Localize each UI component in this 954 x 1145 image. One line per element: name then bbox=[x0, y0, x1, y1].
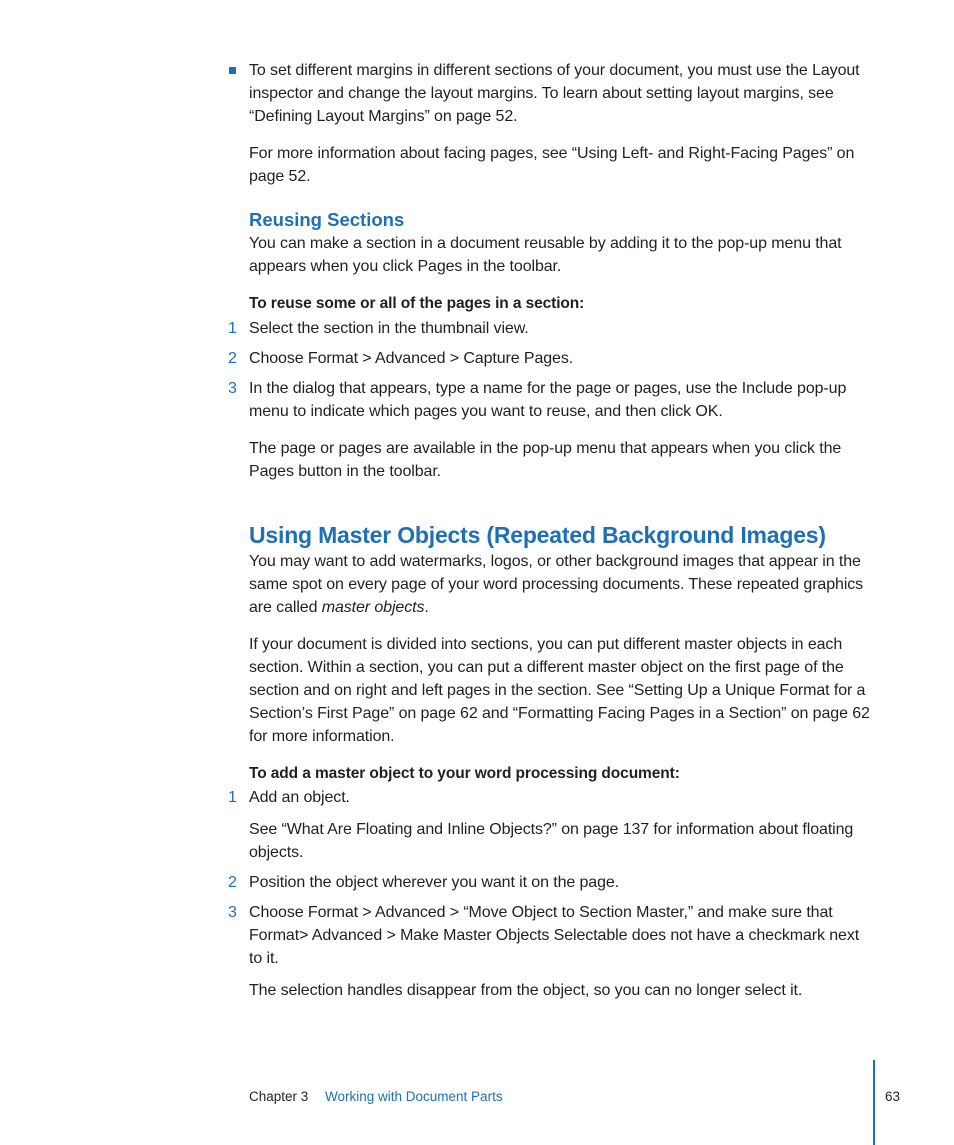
step-number: 3 bbox=[228, 904, 237, 921]
bullet-paragraph: To set different margins in different sections of your document, you must use the Layout inspector and change the layout margins. To learn about setting layout margins, see “Defining Layout Margins” on page 52. bbox=[249, 62, 860, 125]
task-title-master: To add a master object to your word processing document: bbox=[249, 765, 680, 782]
step-number: 1 bbox=[228, 789, 237, 806]
step-number: 3 bbox=[228, 380, 237, 397]
step-text: In the dialog that appears, type a name for the page or pages, use the Include pop-up menu to indicate which pages you want to reuse, and then click OK. bbox=[249, 380, 847, 420]
footer-divider bbox=[873, 1060, 875, 1145]
page-number: 63 bbox=[885, 1089, 901, 1104]
master-outro: The selection handles disappear from the object, so you can no longer select it. bbox=[249, 982, 803, 999]
master-objects-term: master objects bbox=[321, 599, 425, 616]
task-title-reuse: To reuse some or all of the pages in a section: bbox=[249, 295, 585, 312]
reusing-outro: The page or pages are available in the pop-up menu that appears when you click the Pages button in the toolbar. bbox=[249, 440, 842, 480]
bullet-marker bbox=[229, 67, 236, 74]
step-number: 2 bbox=[228, 350, 237, 367]
step-text: Position the object wherever you want it on the page. bbox=[249, 874, 620, 891]
facing-pages-paragraph: For more information about facing pages, see “Using Left- and Right-Facing Pages” on page 52. bbox=[249, 145, 855, 185]
section-heading-master-objects: Using Master Objects (Repeated Background Images) bbox=[249, 522, 826, 548]
reusing-intro: You can make a section in a document reusable by adding it to the pop-up menu that appears when you click Pages in the toolbar. bbox=[249, 235, 842, 275]
step-text: Add an object. bbox=[249, 789, 350, 806]
footer-chapter: Chapter 3 bbox=[249, 1089, 309, 1104]
step-number: 1 bbox=[228, 320, 237, 337]
master-intro-end: . bbox=[424, 599, 429, 616]
section-heading-reusing: Reusing Sections bbox=[249, 209, 405, 230]
step-number: 2 bbox=[228, 874, 237, 891]
step-text: Choose Format > Advanced > Capture Pages. bbox=[249, 350, 574, 367]
step-note: See “What Are Floating and Inline Objects?” on page 137 for information about floating objects. bbox=[249, 821, 854, 861]
master-intro-text: You may want to add watermarks, logos, or other background images that appear in the same spot on every page of your word processing documents. These repeated graphics are called bbox=[249, 553, 864, 616]
master-sections-paragraph: If your document is divided into sections, you can put different master objects in each section. Within a section, you can put a different master object on the first page of the section and on right and left pages in the section. See “Setting Up a Unique Format for a Section’s First Page” on page 62 and “Formatting Facing Pages in a Section” on page 62 for more information. bbox=[249, 636, 870, 745]
step-text: Select the section in the thumbnail view. bbox=[249, 320, 529, 337]
master-intro bbox=[249, 550, 874, 619]
step-text: Choose Format > Advanced > “Move Object to Section Master,” and make sure that Format> Advanced > Make Master Objects Selectable does not have a checkmark next to it. bbox=[249, 904, 860, 967]
footer-chapter-title: Working with Document Parts bbox=[325, 1089, 503, 1104]
